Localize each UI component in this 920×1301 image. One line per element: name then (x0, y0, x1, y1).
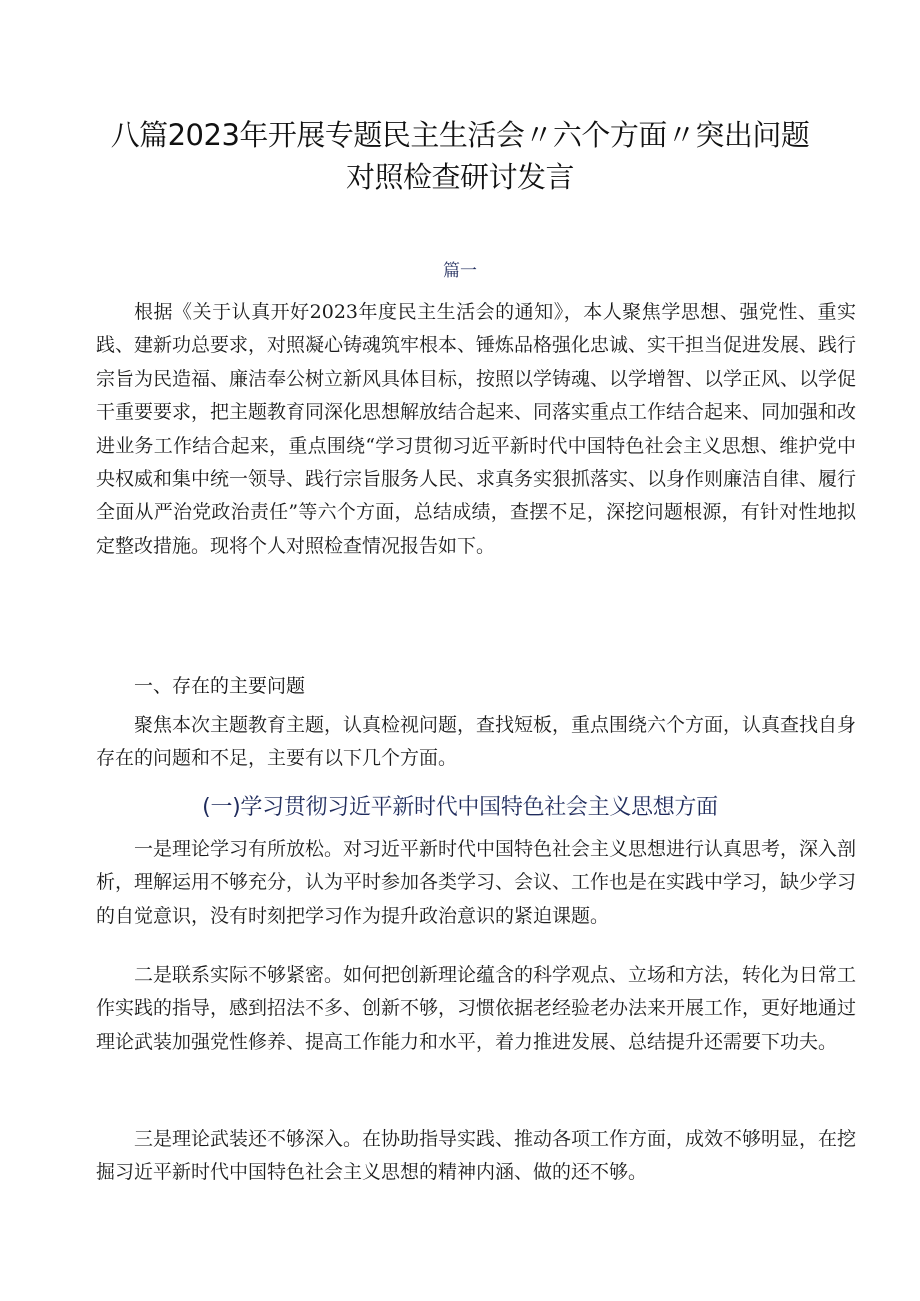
paragraph-point-one: 一是理论学习有所放松。对习近平新时代中国特色社会主义思想进行认真思考，深入剖析，理解运用不够充分，认为平时参加各类学习、会议、工作也是在实践中学习，缺少学习的自觉意识，没有时刻把学习作为提升政治意识的紧迫课题。 (96, 838, 857, 927)
document-title-line-1: 八篇2023年开展专题民主生活会〃六个方面〃突出问题 (110, 118, 810, 152)
heading-main-problems: 一、存在的主要问题 (134, 675, 306, 697)
paragraph-point-two: 二是联系实际不够紧密。如何把创新理论蕴含的科学观点、立场和方法，转化为日常工作实践的指导，感到招法不多、创新不够，习惯依据老经验老办法来开展工作，更好地通过理论武装加强党性修养、提高工作能力和水平，着力推进发展、总结提升还需要下功夫。 (96, 964, 857, 1053)
paragraph-point-three: 三是理论武装还不够深入。在协助指导实践、推动各项工作方面，成效不够明显，在挖掘习近平新时代中国特色社会主义思想的精神内涵、做的还不够。 (96, 1128, 857, 1184)
problems-intro-paragraph: 聚焦本次主题教育主题，认真检视问题，查找短板，重点围绕六个方面，认真查找自身存在的问题和不足，主要有以下几个方面。 (96, 714, 857, 770)
section-label: 篇一 (443, 261, 477, 281)
document-title-line-2: 对照检查研讨发言 (345, 160, 574, 194)
intro-paragraph: 根据《关于认真开好2023年度民主生活会的通知》，本人聚焦学思想、强党性、重实践、建新功总要求，对照凝心铸魂筑牢根本、锤炼品格强化忠诚、实干担当促进发展、践行宗旨为民造福、廉洁奉公树立新风具体目标，按照以学铸魂、以学增智、以学正风、以学促干重要要求，把主题教育同深化思想解放结合起来、同落实重点工作结合起来、同加强和改进业务工作结合起来，重点围绕“学习贯彻习近平新时代中国特色社会主义思想、维护党中央权威和集中统一领导、践行宗旨服务人民、求真务实狠抓落实、以身作则廉洁自律、履行全面从严治党政治责任”等六个方面，总结成绩，查摆不足，深挖问题根源，有针对性地拟定整改措施。现将个人对照检查情况报告如下。 (96, 301, 857, 557)
subheading-theory-study: (一)学习贯彻习近平新时代中国特色社会主义思想方面 (202, 795, 718, 820)
